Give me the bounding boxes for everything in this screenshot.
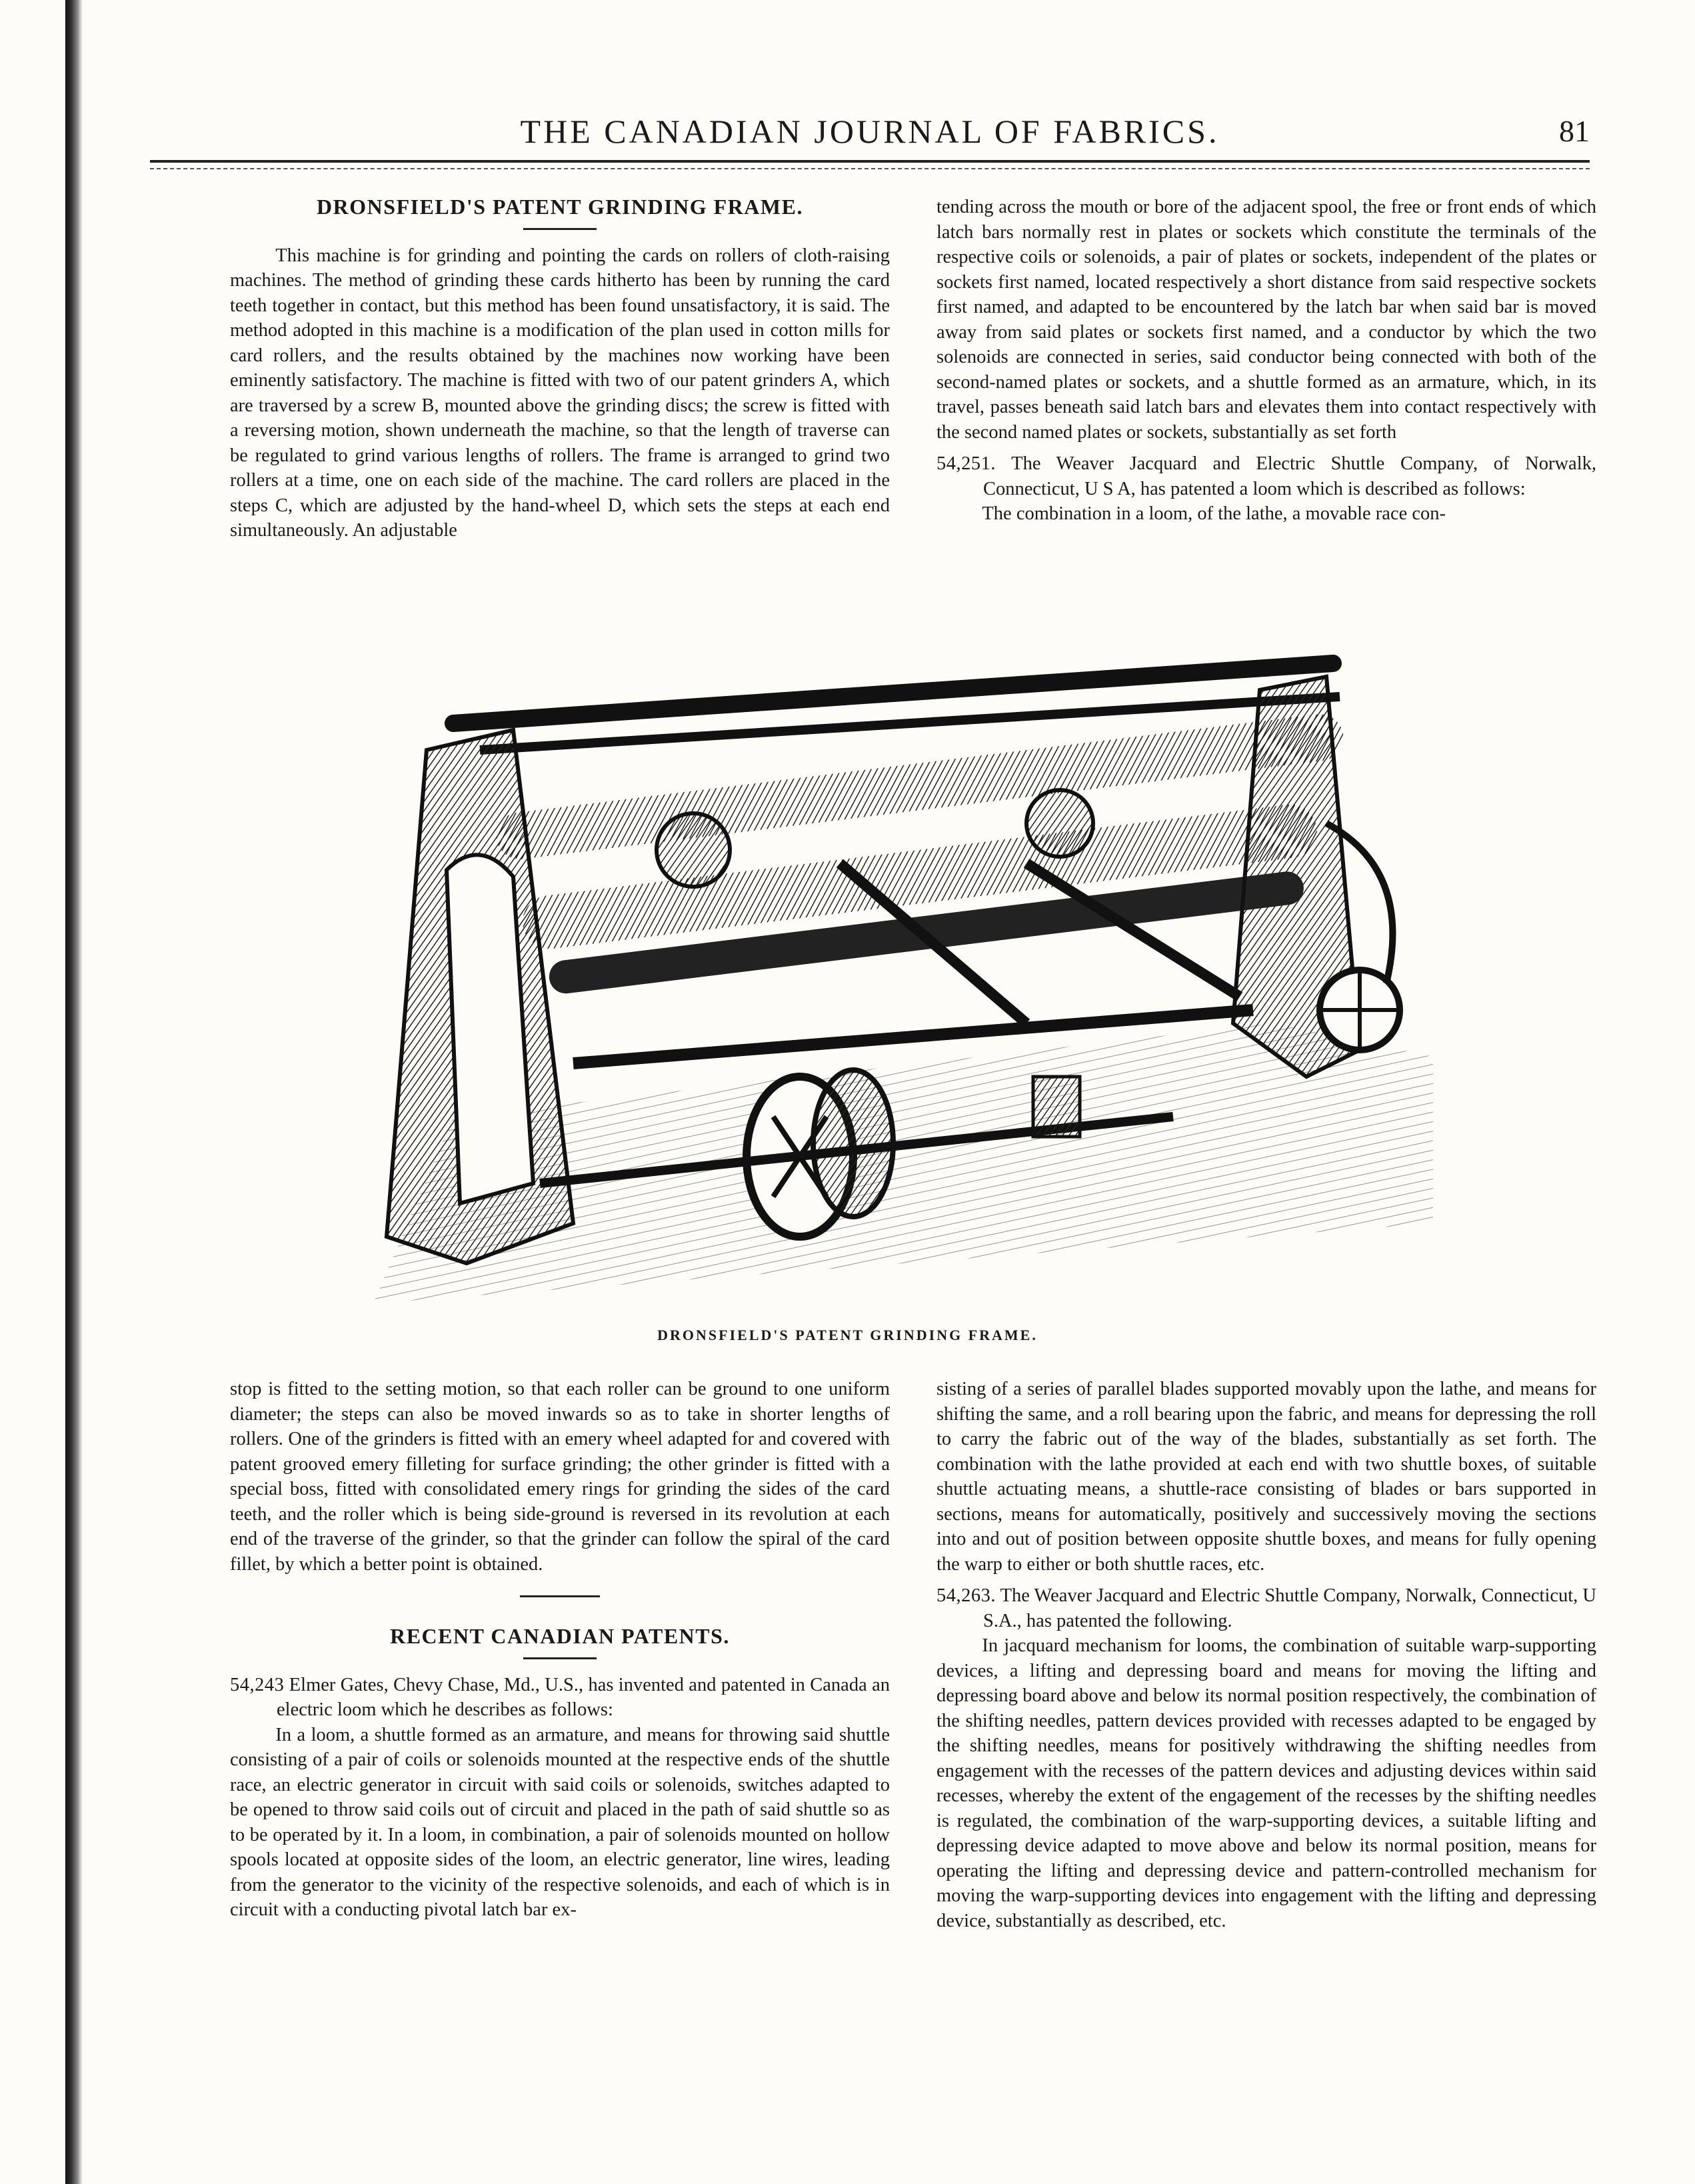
patent-54243-body: In a loom, a shuttle formed as an armature, and means for throwing said shuttle consisting of a pair of coils or solenoids mounted at the respective ends of the shuttle race, an electric generator in circuit with said coils or solenoids, switches adapted to be opened to throw said coils out of circuit and placed in the path of said shuttle so as to be operated by it. In a loom, in combination, a pair of solenoids mounted on hollow spools located at opposite sides of the loom, an electric generator, line wires, leading from the generator to the vicinity of the respective solenoids, and each of which is in circuit with a conducting pivotal latch bar ex- xyxy=(230,1724,890,1920)
figure-caption: DRONSFIELD'S PATENT GRINDING FRAME. xyxy=(657,1327,1038,1343)
patent-number: 54,251. xyxy=(936,453,996,474)
article-grinding-frame-bottom xyxy=(230,1377,890,1923)
patent-54251-continued: sisting of a series of parallel blades supported movably upon the lathe, and means for shifting the same, and a roll bearing upon the fabric, and means for depressing the roll to carry the fabric out of the way of the blades, substantially as set forth. The combination with the lathe provided at each end with two shuttle boxes, of suitable shuttle actuating means, a shuttle-race consisting of blades or bars supported in sections, means for automatically, positively and successively moving the sections into and out of position between opposite shuttle boxes, and means for fully opening the warp to either or both shuttle races, etc. xyxy=(936,1379,1596,1575)
patents-continued-top xyxy=(936,195,1596,527)
journal-title: THE CANADIAN JOURNAL OF FABRICS. xyxy=(520,113,1220,150)
patent-54263-body: In jacquard mechanism for looms, the combination of suitable warp-supporting devices, a lifting and depressing board and means for moving the lifting and depressing board above and below its normal position respectively, the combination of the shifting needles, pattern devices provided with recesses adapted to be engaged by the shifting needles, means for positively withdrawing the shifting needles from engagement with the recesses of the pattern devices and adjusting devices within said recesses, whereby the extent of the engagement of the recesses by the shifting needles is regulated, the combination of the warp-supporting devices, a suitable lifting and depressing device adapted to move above and below its normal position, means for operating the lifting and depressing device and pattern-controlled mechanism for moving the warp-supporting devices into engagement with the lifting and depressing device, substantially as described, etc. xyxy=(936,1635,1596,1931)
patent-54251-body: The combination in a loom, of the lathe, a movable race con- xyxy=(982,503,1446,524)
patent-54243-continued: tending across the mouth or bore of the adjacent spool, the free or front ends of which latch bars normally rest in plates or sockets which constitute the terminals of the respective coils or solenoids, a pair of plates or sockets, independent of the plates or sockets first named, located respectively a short distance from said respective sockets first named, and adapted to be encountered by the latch bar when said bar is moved away from said plates or sockets first named, and a conductor by which the two solenoids are connected in series, said conductor being connected with both of the second-named plates or sockets, and a shuttle formed as an armature, which, in its travel, passes beneath said latch bars and elevates them into contact respectively with the second named plates or sockets, substantially as set forth xyxy=(936,197,1596,443)
article-paragraph-1: This machine is for grinding and pointing the cards on rollers of cloth-raising machines. The method of grinding these cards hitherto has been by running the card teeth together in contact, but this method has been found unsatisfactory, it is said. The method adopted in this machine is a modification of the plan used in cotton mills for card rollers, and the results obtained by the machines now working have been eminently satisfactory. The machine is fitted with two of our patent grinders A, which are traversed by a screw B, mounted above the grinding discs; the screw is fitted with a reversing motion, shown underneath the machine, so that the length of traverse can be regulated to grind various lengths of rollers. The frame is arranged to grind two rollers at a time, one on each side of the machine. The card rollers are placed in the steps C, which are adjusted by the hand-wheel D, which sets the steps at each end simultaneously. An adjustable xyxy=(230,245,890,541)
patent-intro-text: The Weaver Jacquard and Electric Shuttle Company, of Norwalk, Connecticut, U S A, has patented a loom which is described as follows: xyxy=(983,453,1596,499)
title-rule xyxy=(523,228,597,230)
title-rule-2 xyxy=(523,1657,597,1659)
article-grinding-frame-top xyxy=(230,195,890,543)
header-rule-dashed xyxy=(150,168,1590,169)
patent-54243-intro xyxy=(230,1673,890,1723)
patent-54263-intro xyxy=(936,1583,1596,1633)
grinder-a-right xyxy=(1026,790,1093,857)
article-title-patents: RECENT CANADIAN PATENTS. xyxy=(390,1624,730,1648)
header-rule xyxy=(150,160,1590,163)
patent-number: 54,243 xyxy=(230,1674,285,1695)
patent-intro-text: The Weaver Jacquard and Electric Shuttle Company, Norwalk, Connecticut, U S.A., has patented the following. xyxy=(983,1585,1597,1631)
patent-54251-intro xyxy=(936,451,1596,501)
article-title-grinding-frame: DRONSFIELD'S PATENT GRINDING FRAME. xyxy=(317,195,803,219)
patent-intro-text: Elmer Gates, Chevy Chase, Md., U.S., has invented and patented in Canada an electric loom which he describes as follows: xyxy=(277,1674,890,1720)
patent-number: 54,263. xyxy=(936,1585,996,1606)
top-rail xyxy=(453,663,1333,723)
running-header xyxy=(150,112,1590,159)
page-binding-edge xyxy=(65,0,83,2184)
patents-continued-bottom xyxy=(936,1377,1596,1933)
page-number: 81 xyxy=(1559,114,1590,148)
section-rule xyxy=(520,1595,600,1597)
grinder-a-left xyxy=(657,813,730,887)
grinding-frame-illustration xyxy=(373,650,1433,1303)
article-paragraph-2: stop is fitted to the setting motion, so that each roller can be ground to one uniform diameter; the steps can also be moved inwards so as to take in shorter lengths of rollers. One of the grinders is fitted with an emery wheel adapted for and covered with patent grooved emery filleting for surface grinding; the other grinder is fitted with a special boss, fitted with consolidated emery rings for grinding the sides of the card teeth, and the roller which is being side-ground is reversed in its revolution at each end of the traverse of the grinder, so that the grinder can follow the spiral of the card fillet, by which a better point is obtained. xyxy=(230,1379,890,1575)
